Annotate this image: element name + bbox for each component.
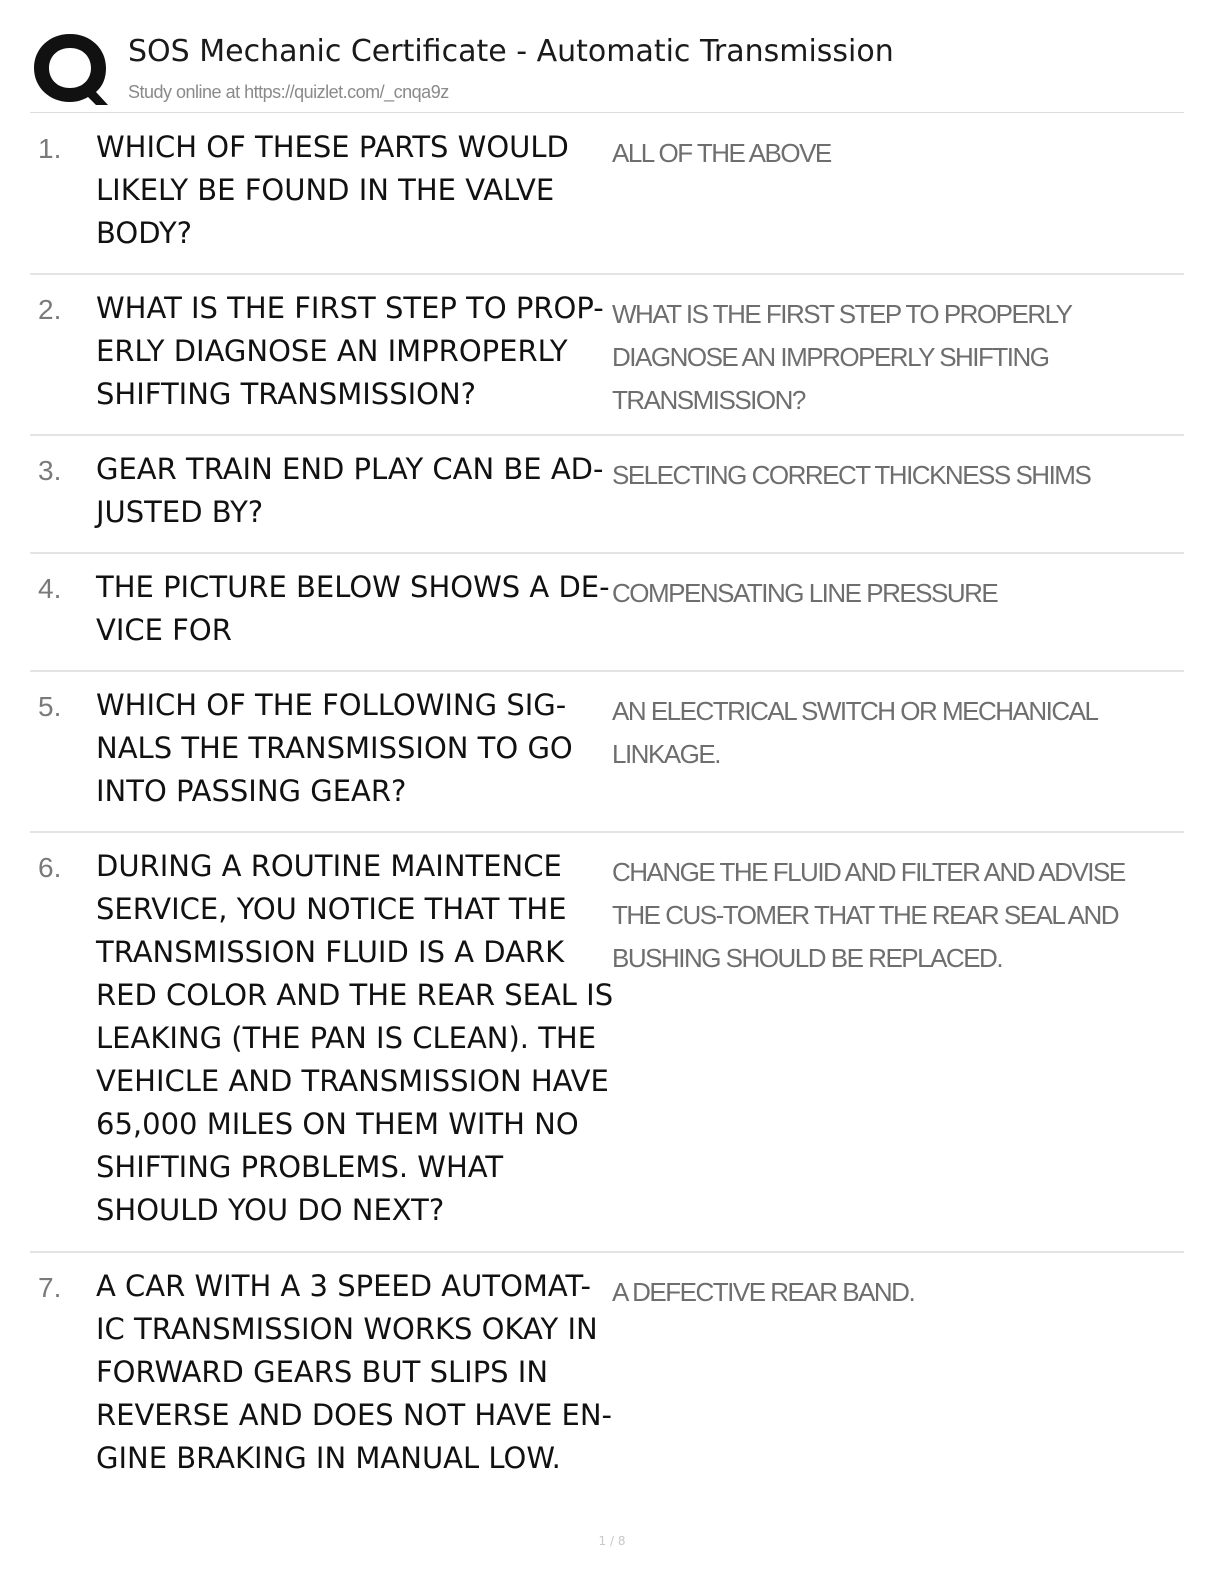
flashcard-list [30,114,1184,1493]
card-term: WHICH OF THESE PARTS WOULD LIKELY BE FOUND IN THE VALVE BODY? [96,130,569,250]
flashcard-2 [30,275,1184,436]
card-definition: WHAT IS THE FIRST STEP TO PROPERLY DIAGNOSE AN IMPROPERLY SHIFTING TRANSMISSION? [612,299,1072,415]
card-term: A CAR WITH A 3 SPEED AUTOMAT-IC TRANSMISSION WORKS OKAY IN FORWARD GEARS BUT SLIPS IN REVERSE AND DOES NOT HAVE EN-GINE BRAKING IN MANUAL LOW. [96,1269,613,1475]
card-definition: AN ELECTRICAL SWITCH OR MECHANICAL LINKAGE. [612,696,1097,769]
card-number: 5. [38,691,62,722]
card-definition: SELECTING CORRECT THICKNESS SHIMS [612,460,1091,490]
card-number: 2. [38,294,62,325]
card-number: 7. [38,1272,62,1303]
card-number: 4. [38,573,62,604]
card-number: 6. [38,852,62,883]
flashcard-7 [30,1253,1184,1493]
card-definition: A DEFECTIVE REAR BAND. [612,1277,915,1307]
study-online-link[interactable]: Study online at https://quizlet.com/_cnqa9z [128,82,449,102]
card-term: THE PICTURE BELOW SHOWS A DE-VICE FOR [96,570,610,647]
card-definition: ALL OF THE ABOVE [612,138,831,168]
document-title: SOS Mechanic Certificate - Automatic Transmission [128,34,894,69]
header-divider [30,112,1184,113]
flashcard-6 [30,833,1184,1253]
card-definition: COMPENSATING LINE PRESSURE [612,578,998,608]
card-term: WHAT IS THE FIRST STEP TO PROP-ERLY DIAGNOSE AN IMPROPERLY SHIFTING TRANSMISSION? [96,291,604,411]
card-definition: CHANGE THE FLUID AND FILTER AND ADVISE THE CUS-TOMER THAT THE REAR SEAL AND BUSHING SHOULD BE REPLACED. [612,857,1125,973]
page-number: 1 / 8 [598,1534,626,1548]
card-number: 3. [38,455,62,486]
card-term: DURING A ROUTINE MAINTENCE SERVICE, YOU NOTICE THAT THE TRANSMISSION FLUID IS A DARK RED COLOR AND THE REAR SEAL IS LEAKING (THE PAN IS CLEAN). THE VEHICLE AND TRANSMISSION HAVE 65,000 MILES ON THEM WITH NO SHIFTING PROBLEMS. WHAT SHOULD YOU DO NEXT? [96,849,614,1227]
quizlet-q-logo-icon [30,28,110,108]
page-header [30,28,1184,114]
flashcard-4 [30,554,1184,672]
card-term: WHICH OF THE FOLLOWING SIG-NALS THE TRANSMISSION TO GO INTO PASSING GEAR? [96,688,573,808]
flashcard-3 [30,436,1184,554]
card-term: GEAR TRAIN END PLAY CAN BE AD-JUSTED BY? [96,452,604,529]
flashcard-5 [30,672,1184,833]
flashcard-1 [30,114,1184,275]
card-number: 1. [38,133,62,164]
